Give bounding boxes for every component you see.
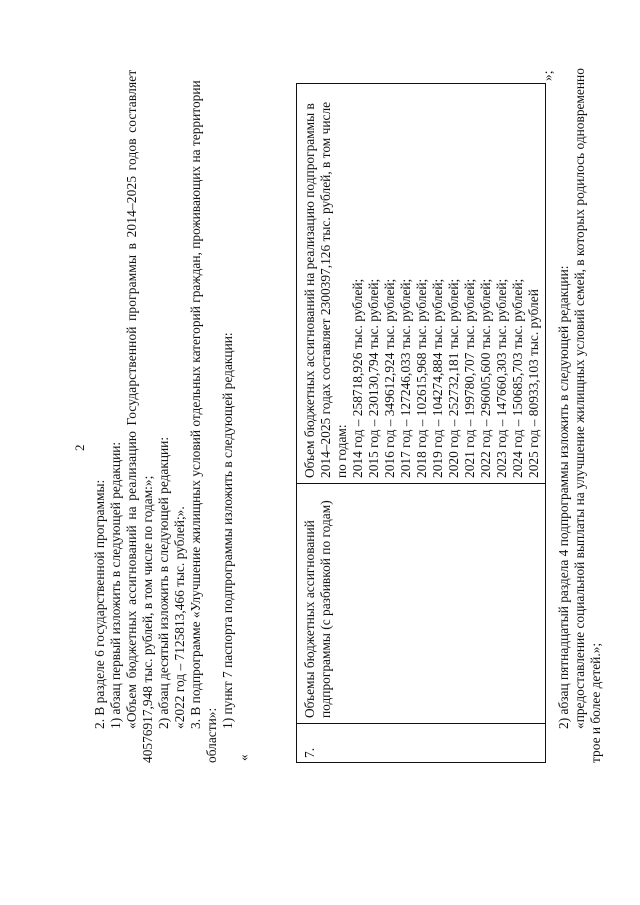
- value-line: 2023 год – 147660,303 тыс. рублей;: [494, 278, 509, 478]
- row-label-line: подпрограммы (с разбивкой по годам): [318, 500, 333, 718]
- value-line: 2017 год – 127246,033 тыс. рублей;: [398, 278, 413, 478]
- value-line: 2014–2025 годах составляет 2300397,126 тыс. рублей, в том числе: [318, 101, 333, 478]
- section-heading: 2. В разделе 6 государственной программы:: [92, 479, 107, 729]
- paragraph-line: 2) абзац пятнадцатый раздела 4 подпрограммы изложить в следующей редакции:: [556, 265, 571, 729]
- column-divider: [297, 723, 545, 724]
- value-line: 2022 год – 296005,600 тыс. рублей;: [478, 278, 493, 478]
- page-number: 2: [72, 444, 87, 451]
- paragraph-line: области»:: [204, 707, 219, 763]
- paragraph-line: 1) абзац первый изложить в следующей редакции:: [108, 441, 123, 729]
- paragraph-line: трое и более детей.»;: [588, 642, 603, 763]
- paragraph-line: 1) пункт 7 паспорта подпрограммы изложить в следующей редакции:: [220, 332, 235, 729]
- value-line: 2015 год – 230130,794 тыс. рублей;: [366, 278, 381, 478]
- column-divider: [297, 483, 545, 484]
- value-line: 2021 год – 199780,707 тыс. рублей;: [462, 278, 477, 478]
- value-line: 2020 год – 252732,181 тыс. рублей;: [446, 278, 461, 478]
- rotated-content: [64, 63, 603, 833]
- close-quote: »;: [540, 70, 555, 81]
- paragraph-line: «предоставление социальной выплаты на улучшение жилищных условий семей, в которых родилось одновременно: [572, 68, 587, 729]
- value-line: 2024 год – 150685,703 тыс. рублей;: [510, 278, 525, 478]
- value-line: 2019 год – 104274,884 тыс. рублей;: [430, 278, 445, 478]
- paragraph-line: «Объем бюджетных ассигнований на реализацию Государственной программы в 2014–2025 годов составляет: [124, 69, 139, 729]
- value-line: по годам:: [334, 424, 349, 478]
- value-line: 2018 год – 102615,968 тыс. рублей;: [414, 278, 429, 478]
- open-quote: «: [236, 754, 251, 761]
- paragraph-line: 2) абзац десятый изложить в следующей редакции:: [156, 436, 171, 729]
- budget-table: [296, 83, 546, 763]
- value-line: 2014 год – 258718,926 тыс. рублей;: [350, 278, 365, 478]
- row-label-line: Объемы бюджетных ассигнований: [302, 520, 317, 718]
- row-value: [302, 102, 542, 478]
- paragraph-line: 40576917,948 тыс. рублей, в том числе по годам:»;: [140, 475, 155, 763]
- value-line: Объем бюджетных ассигнований на реализацию подпрограммы в: [302, 103, 317, 478]
- value-line: 2025 год – 80933,103 тыс. рублей: [526, 289, 541, 478]
- value-line: 2016 год – 349612,924 тыс. рублей;: [382, 278, 397, 478]
- row-label: [302, 500, 334, 718]
- paragraph-line: «2022 год – 7125813,466 тыс. рублей;».: [172, 506, 187, 729]
- paragraph-line: 3. В подпрограмме «Улучшение жилищных условий отдельных категорий граждан, проживающих на территории: [188, 80, 203, 729]
- row-number: 7.: [302, 747, 317, 758]
